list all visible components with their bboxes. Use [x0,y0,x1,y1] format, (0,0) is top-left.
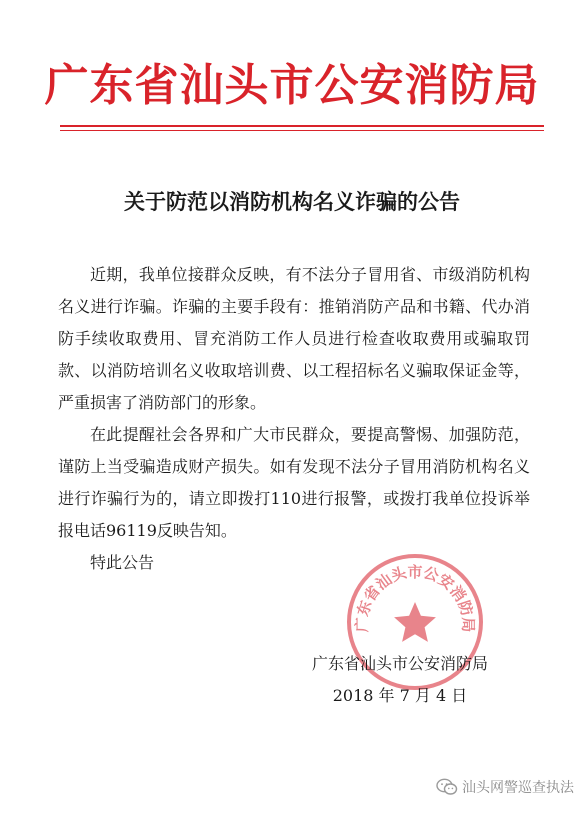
signature-block [290,648,510,712]
seal-ring-text: 广东省汕头市公安消防局 [352,562,478,633]
notice-title: 关于防范以消防机构名义诈骗的公告 [124,190,460,214]
watermark-text: 汕头网警巡查执法 [462,780,574,796]
letterhead-rule-thin [60,130,544,131]
notice-paragraph: 在此提醒社会各界和广大市民群众，要提高警惕、加强防范，谨防上当受骗造成财产损失。如有发现不法分子冒用消防机构名义进行诈骗行为的，请立即拨打110进行报警，或拨打我单位投诉举报电话96119反映告知。 [58,425,530,540]
signature-date: 2018 年 7 月 4 日 [332,686,468,705]
wechat-icon [436,778,458,796]
letterhead-rule [60,125,544,127]
letterhead-title: 广东省汕头市公安消防局 [44,60,540,111]
source-watermark [436,777,574,797]
signature-org: 广东省汕头市公安消防局 [311,654,488,673]
notice-paragraph: 近期，我单位接群众反映，有不法分子冒用省、市级消防机构名义进行诈骗。诈骗的主要手段有：推销消防产品和书籍、代办消防手续收取费用、冒充消防工作人员进行检查收取费用或骗取罚款、以消防培训名义收取培训费、以工程招标名义骗取保证金等，严重损害了消防部门的形象。 [58,265,530,412]
star-icon [394,602,436,642]
notice-body [58,259,530,579]
notice-closing: 特此公告 [90,553,155,572]
